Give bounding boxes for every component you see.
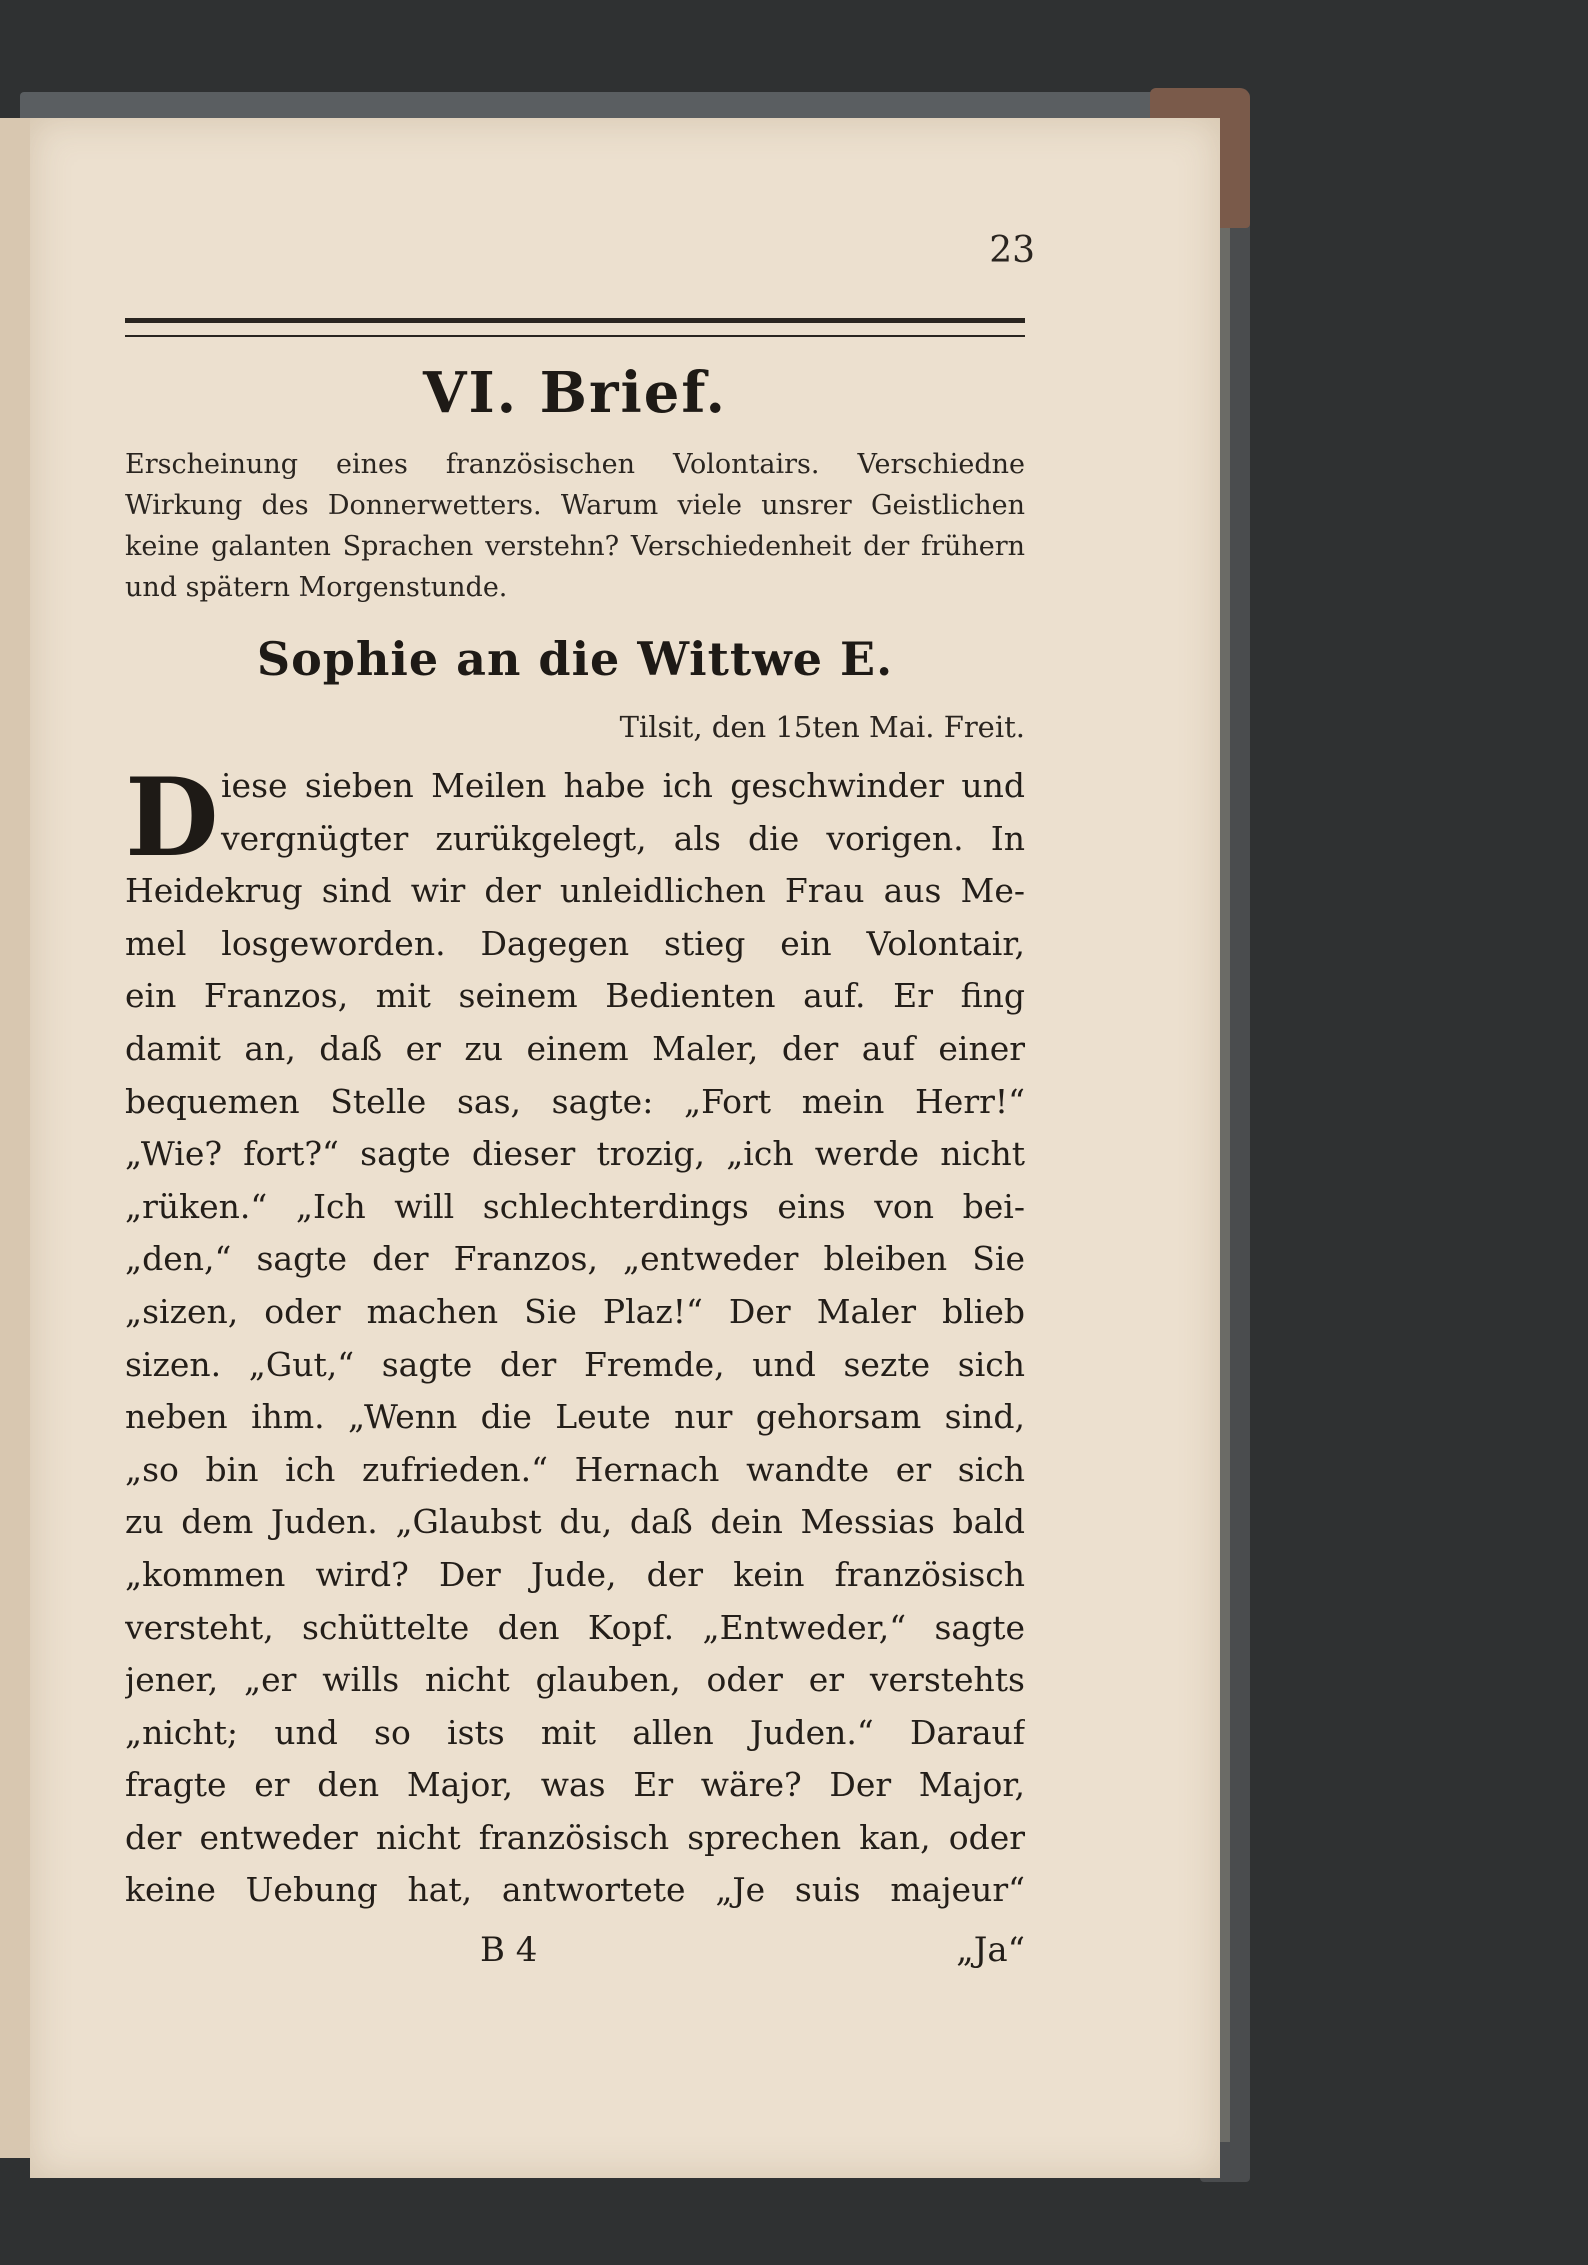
header-rule (125, 318, 1025, 337)
signature-mark: B 4 (480, 1930, 538, 1970)
drop-cap: D (125, 755, 219, 881)
body-line: „nicht; und so ists mit allen Juden.“ Darauf (125, 1712, 1025, 1752)
body-line: jener, „er wills nicht glauben, oder er verstehts (125, 1660, 1025, 1700)
body-line: versteht, schüttelte den Kopf. „Entweder,“ sagte (125, 1607, 1025, 1647)
dateline: Tilsit, den 15ten Mai. Freit. (619, 710, 1025, 744)
body-line: Heidekrug sind wir der unleidlichen Frau aus Me- (125, 871, 1025, 911)
body-line: neben ihm. „Wenn die Leute nur gehorsam sind, (125, 1397, 1025, 1437)
body-line: „so bin ich zufrieden.“ Hernach wandte er sich (125, 1449, 1025, 1489)
body-line: sizen. „Gut,“ sagte der Fremde, und sezte sich (125, 1344, 1025, 1384)
body-line: mel losgeworden. Dagegen stieg ein Volontair, (125, 923, 1025, 963)
body-line: zu dem Juden. „Glaubst du, daß dein Messias bald (125, 1502, 1025, 1542)
body-line: „sizen, oder machen Sie Plaz!“ Der Maler blieb (125, 1291, 1025, 1331)
body-line: „Wie? fort?“ sagte dieser trozig, „ich werde nicht (125, 1134, 1025, 1174)
body-line: ein Franzos, mit seinem Bedienten auf. Er fing (125, 976, 1025, 1016)
body-line: „kommen wird? Der Jude, der kein französisch (125, 1554, 1025, 1594)
page-number: 23 (989, 230, 1035, 271)
body-line: „rüken.“ „Ich will schlechterdings eins von bei- (125, 1186, 1025, 1226)
body-line: iese sieben Meilen habe ich geschwinder und (221, 766, 1025, 805)
body-line: „den,“ sagte der Franzos, „entweder bleiben Sie (125, 1239, 1025, 1279)
chapter-summary: Erscheinung eines französischen Volontairs. Verschiedne Wirkung des Donnerwetters. Warum viele unsrer Geistlichen keine galanten Sprachen verstehn? Verschiedenheit der frühern und spätern Morgenstunde. (125, 449, 1025, 603)
body-text (125, 755, 1025, 1917)
body-line: damit an, daß er zu einem Maler, der auf einer (125, 1028, 1025, 1068)
letter-title: VI. Brief. (423, 360, 727, 426)
body-line: vergnügter zurükgelegt, als die vorigen. In (221, 818, 1025, 858)
catchword: „Ja“ (956, 1930, 1025, 1970)
body-line: fragte er den Major, was Er wäre? Der Major, (125, 1765, 1025, 1805)
body-line: der entweder nicht französisch sprechen kan, oder (125, 1817, 1025, 1857)
body-line: bequemen Stelle sas, sagte: „Fort mein Herr!“ (125, 1081, 1025, 1121)
body-line: keine Uebung hat, antwortete „Je suis majeur“ (125, 1870, 1025, 1910)
salutation: Sophie an die Wittwe E. (256, 632, 894, 686)
